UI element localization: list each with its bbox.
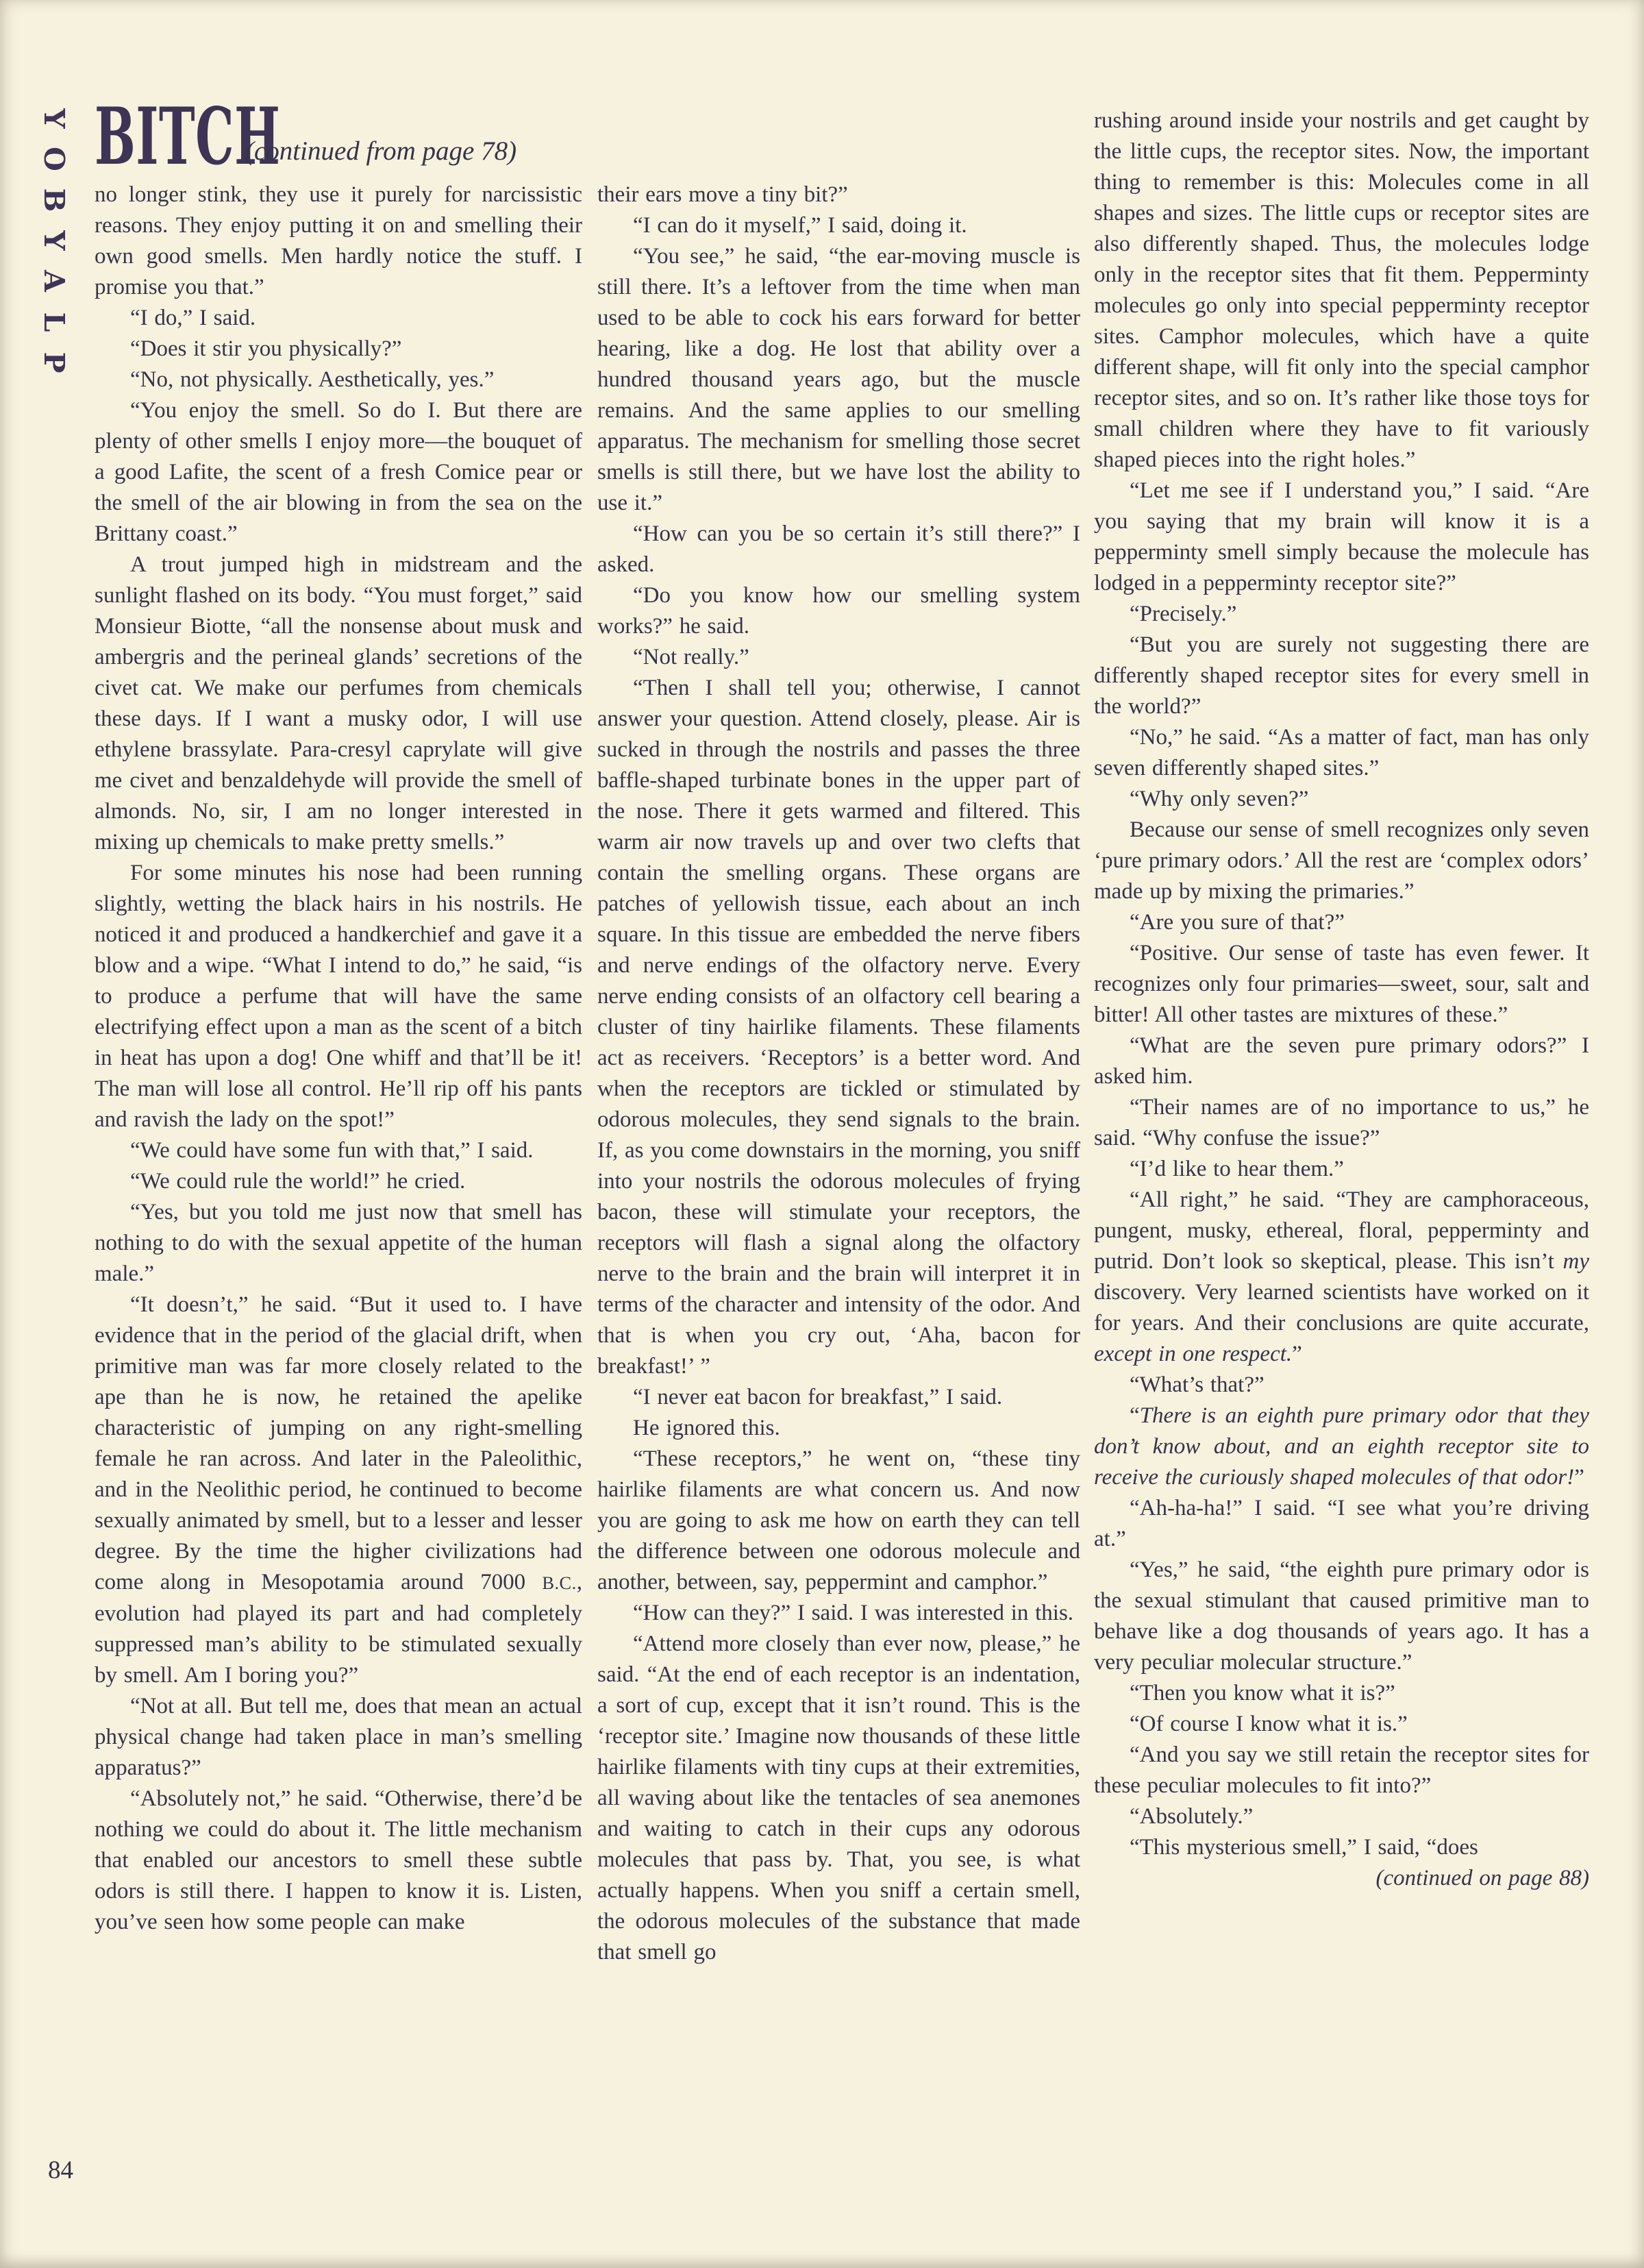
paragraph: [95, 1784, 582, 1938]
text-run: “It doesn’t,” he said. “But it used to. I have evidence that in the period of the glacial drift, when primitive man was far more closely related to the ape than he is now, he retained the apelike characteristic of jumping on any right-smelling female he ran across. And later in the Paleolithic, and in the Neolithic period, he continued to become sexually animated by smell, but to a lesser and lesser degree. By the time the higher civilizations had come along in Mesopotamia around 7000: [95, 1292, 582, 1594]
paragraph: [1094, 1370, 1589, 1401]
paragraph: [597, 210, 1080, 241]
text-run: “This mysterious smell,” I said, “does: [1130, 1835, 1478, 1860]
text-run: no longer stink, they use it purely for narcissistic reasons. They enjoy putting it on and smelling their own good smells. Men hardly notice the stuff. I promise you that.”: [95, 182, 582, 299]
paragraph: [597, 1413, 1080, 1444]
paragraph: [1094, 1863, 1589, 1894]
paragraph: [1094, 938, 1589, 1031]
paragraph: [95, 550, 582, 858]
text-run: “Yes,” he said, “the eighth pure primary odor is the sexual stimulant that caused primitive man to behave like a dog thousands of years ago. It has a very peculiar molecular structure.”: [1094, 1557, 1589, 1675]
spine-letter: P: [38, 352, 71, 373]
text-run: rushing around inside your nostrils and get caught by the little cups, the receptor sites. Now, the important thing to remember is this: Molecules come in all shapes and sizes. The little cups or receptor sites are also differently shaped. Thus, the molecules lodge only in the receptor sites that fit them. Pepperminty molecules go only into special pepperminty receptor sites. Camphor molecules, which have a quite different shape, will fit only into the special camphor receptor sites, and so on. It’s rather like those toys for small children where they have to fit variously shaped pieces into the right holes.”: [1094, 108, 1589, 472]
article-title: BITCH: [95, 90, 281, 182]
text-run: “What’s that?”: [1130, 1372, 1265, 1397]
text-run: For some minutes his nose had been running slightly, wetting the black hairs in his nostrils. He noticed it and produced a handkerchief and gave it a blow and a wipe. “What I intend to do,” he said, “is to produce a perfume that will have the same electrifying effect upon a man as the scent of a bitch in heat has upon a dog! One whiff and that’ll be it! The man will lose all control. He’ll rip off his pants and ravish the lady on the spot!”: [95, 861, 582, 1132]
text-run: “Not at all. But tell me, does that mean an actual physical change had taken place in man’s smelling apparatus?”: [95, 1694, 582, 1780]
paragraph: [95, 1135, 582, 1166]
spine-letter: L: [38, 312, 71, 332]
text-run: “And you say we still retain the receptor sites for these peculiar molecules to fit into?”: [1094, 1742, 1589, 1798]
text-run: “No,” he said. “As a matter of fact, man has only seven differently shaped sites.”: [1094, 725, 1589, 780]
spine-letter: O: [38, 147, 71, 172]
paragraph: [1094, 1555, 1589, 1678]
spine-letter: Y: [38, 108, 71, 129]
text-run: “I can do it myself,” I said, doing it.: [633, 213, 967, 238]
paragraph: [1094, 1401, 1589, 1493]
text-run: “Not really.”: [633, 645, 749, 669]
paragraph: [1094, 1031, 1589, 1092]
text-run: Because our sense of smell recognizes only seven ‘pure primary odors.’ All the rest are ‘complex odors’ made up by mixing the primaries.”: [1094, 817, 1589, 904]
spine-letter: Y: [38, 230, 71, 251]
text-run: “Let me see if I understand you,” I said. “Are you saying that my brain will know it is a pepperminty smell simply because the molecule has lodged in a pepperminty receptor site?”: [1094, 478, 1589, 595]
paragraph: [1094, 1709, 1589, 1740]
text-run: “Does it stir you physically?”: [130, 336, 402, 361]
paragraph: [1094, 1801, 1589, 1832]
text-run: “Absolutely not,” he said. “Otherwise, there’d be nothing we could do about it. The little mechanism that enabled our ancestors to smell these subtle odors is still there. I happen to know it is. Listen, you’ve seen how some people can make: [95, 1786, 582, 1934]
paragraph: [1094, 722, 1589, 784]
text-run: their ears move a tiny bit?”: [597, 182, 848, 207]
paragraph: [1094, 1493, 1589, 1555]
text-run: “What are the seven pure primary odors?” I asked him.: [1094, 1033, 1589, 1089]
text-run: “How can they?” I said. I was interested in this.: [633, 1601, 1074, 1625]
text-run: “Then you know what it is?”: [1130, 1681, 1395, 1705]
paragraph: [95, 180, 582, 303]
text-run: B.C.: [542, 1573, 577, 1593]
paragraph: [95, 1691, 582, 1784]
paragraph: [1094, 1678, 1589, 1709]
text-run: ”: [1292, 1342, 1302, 1366]
text-run: “Positive. Our sense of taste has even fewer. It recognizes only four primaries—sweet, sour, salt and bitter! All other tastes are mixtures of these.”: [1094, 941, 1589, 1027]
text-run: “These receptors,” he went on, “these tiny hairlike filaments are what concern us. And now you are going to ask me how on earth they can tell the difference between one odorous molecule and another, between, say, peppermint and camphor.”: [597, 1446, 1080, 1594]
text-run: “We could have some fun with that,” I said.: [130, 1138, 534, 1163]
paragraph: [1094, 815, 1589, 907]
paragraph: [597, 1444, 1080, 1598]
page-number: 84: [48, 2156, 73, 2184]
paragraph: [1094, 476, 1589, 599]
paragraph: [597, 1629, 1080, 1968]
paragraph: [1094, 1154, 1589, 1185]
paragraph: [597, 180, 1080, 210]
paragraph: [1094, 1185, 1589, 1370]
paragraph: [95, 858, 582, 1135]
text-run: “I never eat bacon for breakfast,” I said.: [633, 1385, 1003, 1409]
paragraph: [95, 365, 582, 395]
text-run: “Attend more closely than ever now, please,” he said. “At the end of each receptor is an indentation, a sort of cup, except that it isn’t round. This is the ‘receptor site.’ Imagine now thousands of these little hairlike filaments with tiny cups at their extremities, all waving about like the tentacles of sea anemones and waiting to catch in their cups any odorous molecules that pass by. That, you see, is what actually happens. When you sniff a certain smell, the odorous molecules of the substance that made that smell go: [597, 1631, 1080, 1964]
text-run: discovery. Very learned scientists have worked on it for years. And their conclusions are quite accurate,: [1094, 1280, 1589, 1335]
paragraph: [95, 395, 582, 550]
paragraph: [1094, 106, 1589, 476]
text-run: “But you are surely not suggesting there are differently shaped receptor sites for every smell in the world?”: [1094, 632, 1589, 719]
paragraph: [95, 334, 582, 365]
paragraph: [95, 1290, 582, 1691]
text-run: “Do you know how our smelling system works?” he said.: [597, 583, 1080, 639]
text-run: There is an eighth pure primary odor that they don’t know about, and an eighth receptor site to receive the curiously shaped molecules of that odor!: [1094, 1403, 1589, 1490]
paragraph: [95, 303, 582, 334]
text-column-1: [95, 180, 582, 1938]
paragraph: [597, 580, 1080, 642]
text-run: “No, not physically. Aesthetically, yes.”: [130, 367, 495, 392]
paragraph: [597, 241, 1080, 519]
magazine-spine-text: [34, 103, 74, 378]
text-run: except in one respect.: [1094, 1342, 1293, 1366]
text-run: “Why only seven?”: [1130, 787, 1309, 811]
text-column-3: [1094, 106, 1589, 1894]
text-run: “Yes, but you told me just now that smell has nothing to do with the sexual appetite of the human male.”: [95, 1200, 582, 1286]
text-run: “We could rule the world!” he cried.: [130, 1169, 466, 1194]
spine-letter: A: [38, 270, 71, 293]
text-run: “Then I shall tell you; otherwise, I cannot answer your question. Attend closely, please. Air is sucked in through the nostrils and passes the three baffle-shaped turbinate bones in the upper part of the nose. There it gets warmed and filtered. This warm air now travels up and over two clefts that contain the smelling organs. These organs are patches of yellowish tissue, each about an inch square. In this tissue are embedded the nerve fibers and nerve endings of the olfactory nerve. Every nerve ending consists of an olfactory cell bearing a cluster of tiny hairlike filaments. These filaments act as receivers. ‘Receptors’ is a better word. And when the receptors are tickled or stimulated by odorous molecules, they send signals to the brain. If, as you come downstairs in the morning, you sniff into your nostrils the odorous molecules of frying bacon, these will stimulate your receptors, the receptors will flash a signal along the olfactory nerve to the brain and the brain will interpret it in terms of the character and intensity of the odor. And that is when you cry out, ‘Aha, bacon for breakfast!’ ”: [597, 676, 1080, 1379]
text-run: “All right,” he said. “They are camphoraceous, pungent, musky, ethereal, floral, pepperminty and putrid. Don’t look so skeptical, please. This isn’t: [1094, 1187, 1589, 1274]
paragraph: [95, 1166, 582, 1197]
paragraph: [1094, 599, 1589, 630]
text-run: , evolution had played its part and had completely suppressed man’s ability to be stimulated sexually by smell. Am I boring you?”: [95, 1570, 582, 1688]
paragraph: [1094, 1092, 1589, 1154]
paragraph: [597, 673, 1080, 1382]
text-run: “You enjoy the smell. So do I. But there are plenty of other smells I enjoy more—the bouquet of a good Lafite, the scent of a fresh Comice pear or the smell of the air blowing in from the sea on the Brittany coast.”: [95, 398, 582, 546]
text-run: “I do,” I said.: [130, 306, 256, 330]
paragraph: [1094, 784, 1589, 815]
text-run: A trout jumped high in midstream and the sunlight flashed on its body. “You must forget,” said Monsieur Biotte, “all the nonsense about musk and ambergris and the perineal glands’ secretions of the civet cat. We make our perfumes from chemicals these days. If I want a musky odor, I will use ethylene brassylate. Para-cresyl caprylate will give me civet and benzaldehyde will provide the smell of almonds. No, sir, I am no longer interested in mixing up chemicals to make pretty smells.”: [95, 552, 582, 854]
paragraph: [597, 1382, 1080, 1413]
text-column-2: [597, 180, 1080, 1968]
text-run: “You see,” he said, “the ear-moving muscle is still there. It’s a leftover from the time when man used to be able to cock his ears forward for better hearing, like a dog. He lost that ability over a hundred thousand years ago, but the muscle remains. And the same applies to our smelling apparatus. The mechanism for smelling those secret smells is still there, but we have lost the ability to use it.”: [597, 244, 1080, 515]
paragraph: [597, 642, 1080, 673]
paragraph: [597, 1598, 1080, 1629]
title-continuation-note: (continued from page 78): [245, 136, 517, 166]
spine-letter: B: [38, 188, 71, 212]
text-run: (continued on page 88): [1375, 1866, 1589, 1890]
text-run: my: [1562, 1249, 1589, 1274]
text-run: “I’d like to hear them.”: [1130, 1157, 1344, 1181]
paragraph: [1094, 1832, 1589, 1863]
paragraph: [95, 1197, 582, 1290]
text-run: “Ah-ha-ha!” I said. “I see what you’re driving at.”: [1094, 1496, 1589, 1551]
text-run: “Are you sure of that?”: [1130, 910, 1345, 935]
text-run: ”: [1574, 1465, 1584, 1490]
text-run: “Precisely.”: [1130, 602, 1237, 626]
text-run: “Their names are of no importance to us,” he said. “Why confuse the issue?”: [1094, 1095, 1589, 1150]
paragraph: [1094, 907, 1589, 938]
paragraph: [1094, 1740, 1589, 1801]
text-run: He ignored this.: [633, 1416, 780, 1440]
text-run: “How can you be so certain it’s still there?” I asked.: [597, 521, 1080, 577]
paragraph: [597, 519, 1080, 580]
text-run: “: [1130, 1403, 1140, 1428]
paragraph: [1094, 630, 1589, 722]
text-run: “Absolutely.”: [1130, 1804, 1254, 1829]
text-run: “Of course I know what it is.”: [1130, 1712, 1408, 1736]
